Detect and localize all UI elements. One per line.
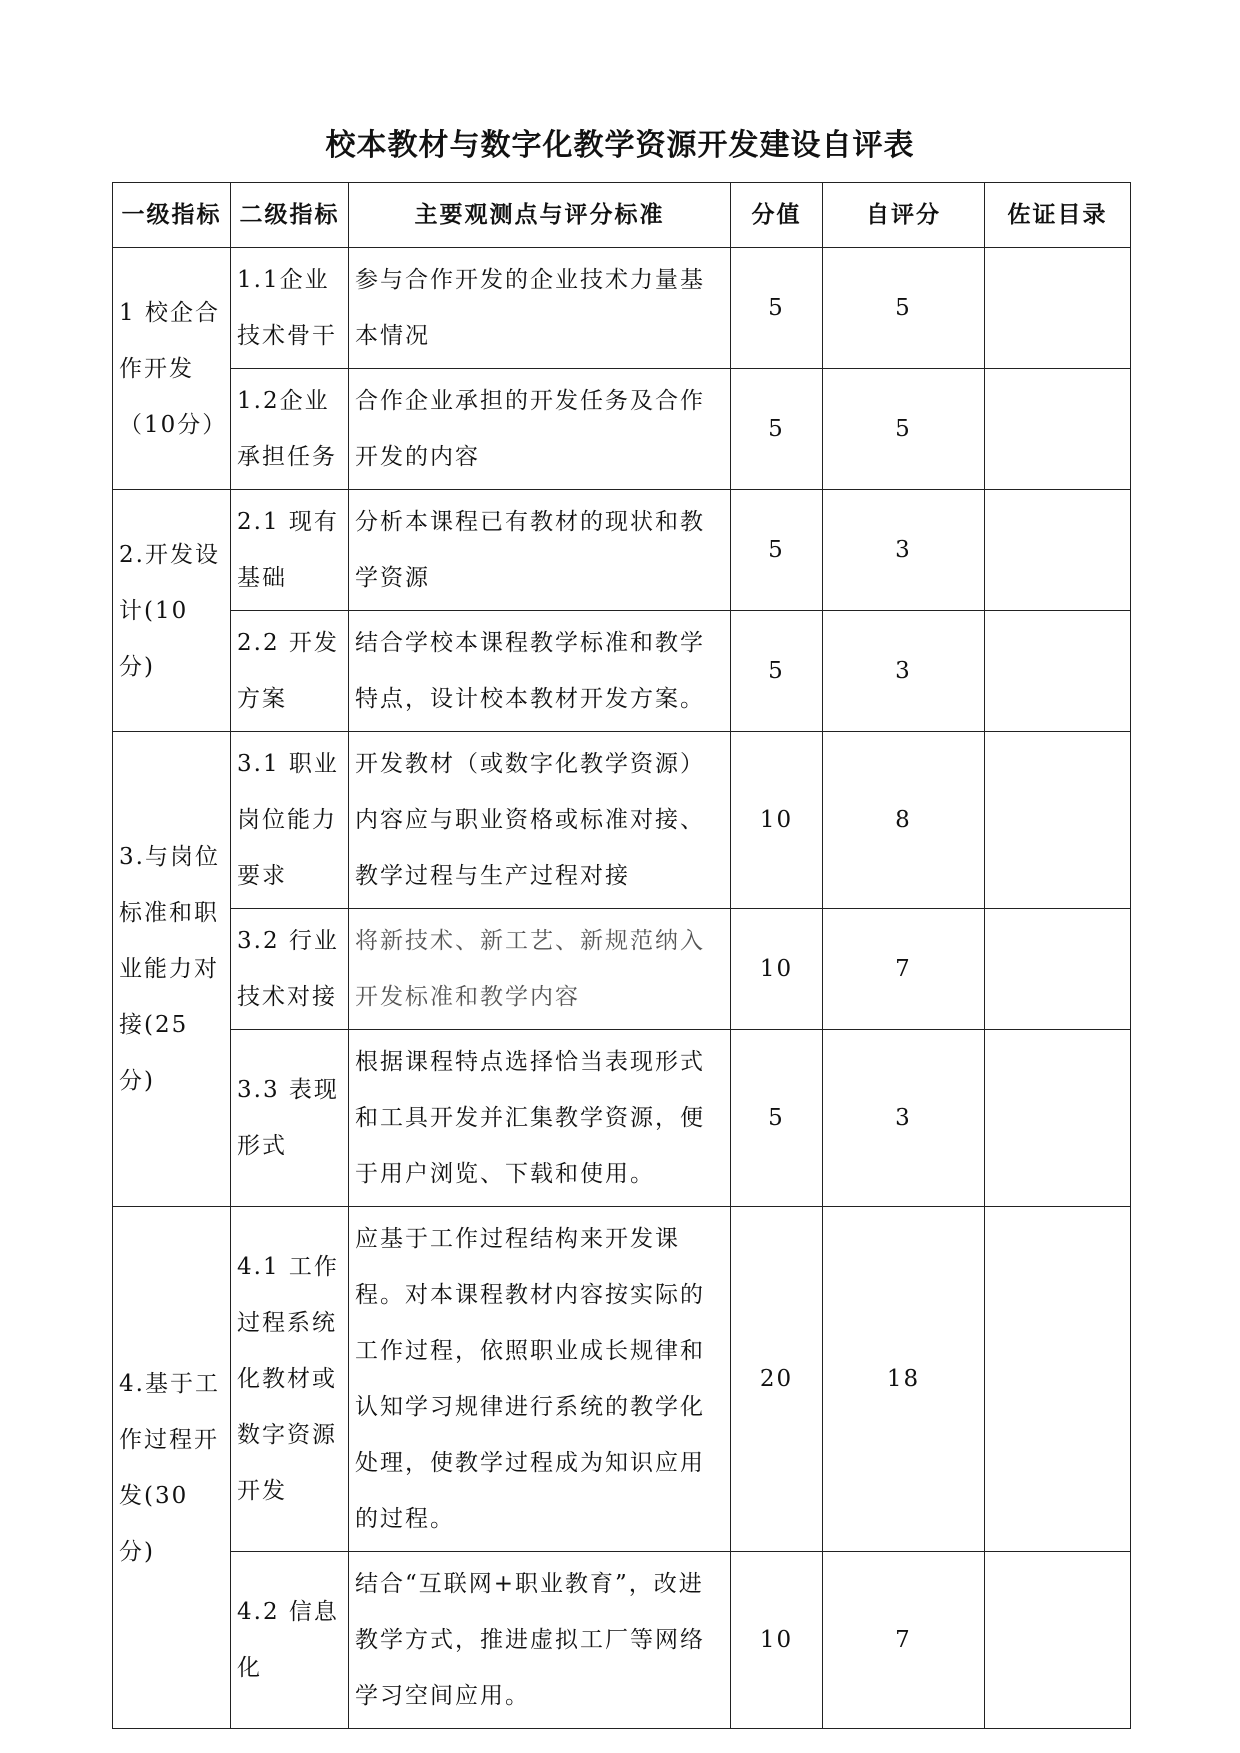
criteria-cell: 结合“互联网+职业教育”，改进教学方式，推进虚拟工厂等网络学习空间应用。 [349,1552,731,1729]
table-row [113,732,1131,909]
self-score-cell: 3 [823,490,985,611]
score-cell: 5 [731,1030,823,1207]
evidence-cell[interactable] [985,369,1131,490]
level2-cell: 2.2 开发方案 [231,611,349,732]
criteria-cell: 开发教材（或数字化教学资源）内容应与职业资格或标准对接、教学过程与生产过程对接 [349,732,731,909]
score-cell: 5 [731,611,823,732]
level2-cell: 4.2 信息化 [231,1552,349,1729]
header-score: 分值 [731,183,823,248]
level1-cell: 2.开发设计(10分) [113,490,231,732]
header-criteria: 主要观测点与评分标准 [349,183,731,248]
evidence-cell[interactable] [985,611,1131,732]
score-cell: 5 [731,369,823,490]
self-score-cell: 7 [823,909,985,1030]
table-row [113,1030,1131,1207]
table-row [113,909,1131,1030]
evidence-cell[interactable] [985,1030,1131,1207]
score-cell: 10 [731,909,823,1030]
table-row [113,1552,1131,1729]
page-title: 校本教材与数字化教学资源开发建设自评表 [325,128,915,163]
criteria-cell: 结合学校本课程教学标准和教学特点，设计校本教材开发方案。 [349,611,731,732]
header-self-score: 自评分 [823,183,985,248]
table-row [113,248,1131,369]
level2-cell: 1.1企业技术骨干 [231,248,349,369]
score-cell: 5 [731,248,823,369]
criteria-cell: 应基于工作过程结构来开发课程。对本课程教材内容按实际的工作过程，依照职业成长规律和认知学习规律进行系统的教学化处理，使教学过程成为知识应用的过程。 [349,1207,731,1552]
header-level1: 一级指标 [113,183,231,248]
score-cell: 10 [731,732,823,909]
self-score-cell: 3 [823,611,985,732]
table-row [113,490,1131,611]
criteria-cell: 分析本课程已有教材的现状和教学资源 [349,490,731,611]
self-score-cell: 5 [823,369,985,490]
criteria-cell: 参与合作开发的企业技术力量基本情况 [349,248,731,369]
score-cell: 5 [731,490,823,611]
table-row [113,1207,1131,1552]
self-score-cell: 5 [823,248,985,369]
level2-cell: 3.3 表现形式 [231,1030,349,1207]
table-row [113,611,1131,732]
self-score-cell: 8 [823,732,985,909]
self-score-cell: 18 [823,1207,985,1552]
level1-cell: 3.与岗位标准和职业能力对接(25分) [113,732,231,1207]
self-score-cell: 3 [823,1030,985,1207]
table-row [113,369,1131,490]
level2-cell: 2.1 现有基础 [231,490,349,611]
evidence-cell[interactable] [985,909,1131,1030]
header-row [113,183,1131,248]
self-score-cell: 7 [823,1552,985,1729]
level2-cell: 4.1 工作过程系统化教材或数字资源开发 [231,1207,349,1552]
evidence-cell[interactable] [985,490,1131,611]
criteria-cell: 根据课程特点选择恰当表现形式和工具开发并汇集教学资源，便于用户浏览、下载和使用。 [349,1030,731,1207]
score-cell: 10 [731,1552,823,1729]
header-evidence: 佐证目录 [985,183,1131,248]
evidence-cell[interactable] [985,1552,1131,1729]
self-evaluation-table [112,182,1131,1729]
level1-cell: 4.基于工作过程开发(30分) [113,1207,231,1729]
level2-cell: 1.2企业承担任务 [231,369,349,490]
evidence-cell[interactable] [985,248,1131,369]
header-level2: 二级指标 [231,183,349,248]
criteria-cell: 将新技术、新工艺、新规范纳入开发标准和教学内容 [349,909,731,1030]
score-cell: 20 [731,1207,823,1552]
evidence-cell[interactable] [985,732,1131,909]
level2-cell: 3.2 行业技术对接 [231,909,349,1030]
criteria-cell: 合作企业承担的开发任务及合作开发的内容 [349,369,731,490]
evidence-cell[interactable] [985,1207,1131,1552]
level2-cell: 3.1 职业岗位能力要求 [231,732,349,909]
level1-cell: 1 校企合作开发（10分） [113,248,231,490]
